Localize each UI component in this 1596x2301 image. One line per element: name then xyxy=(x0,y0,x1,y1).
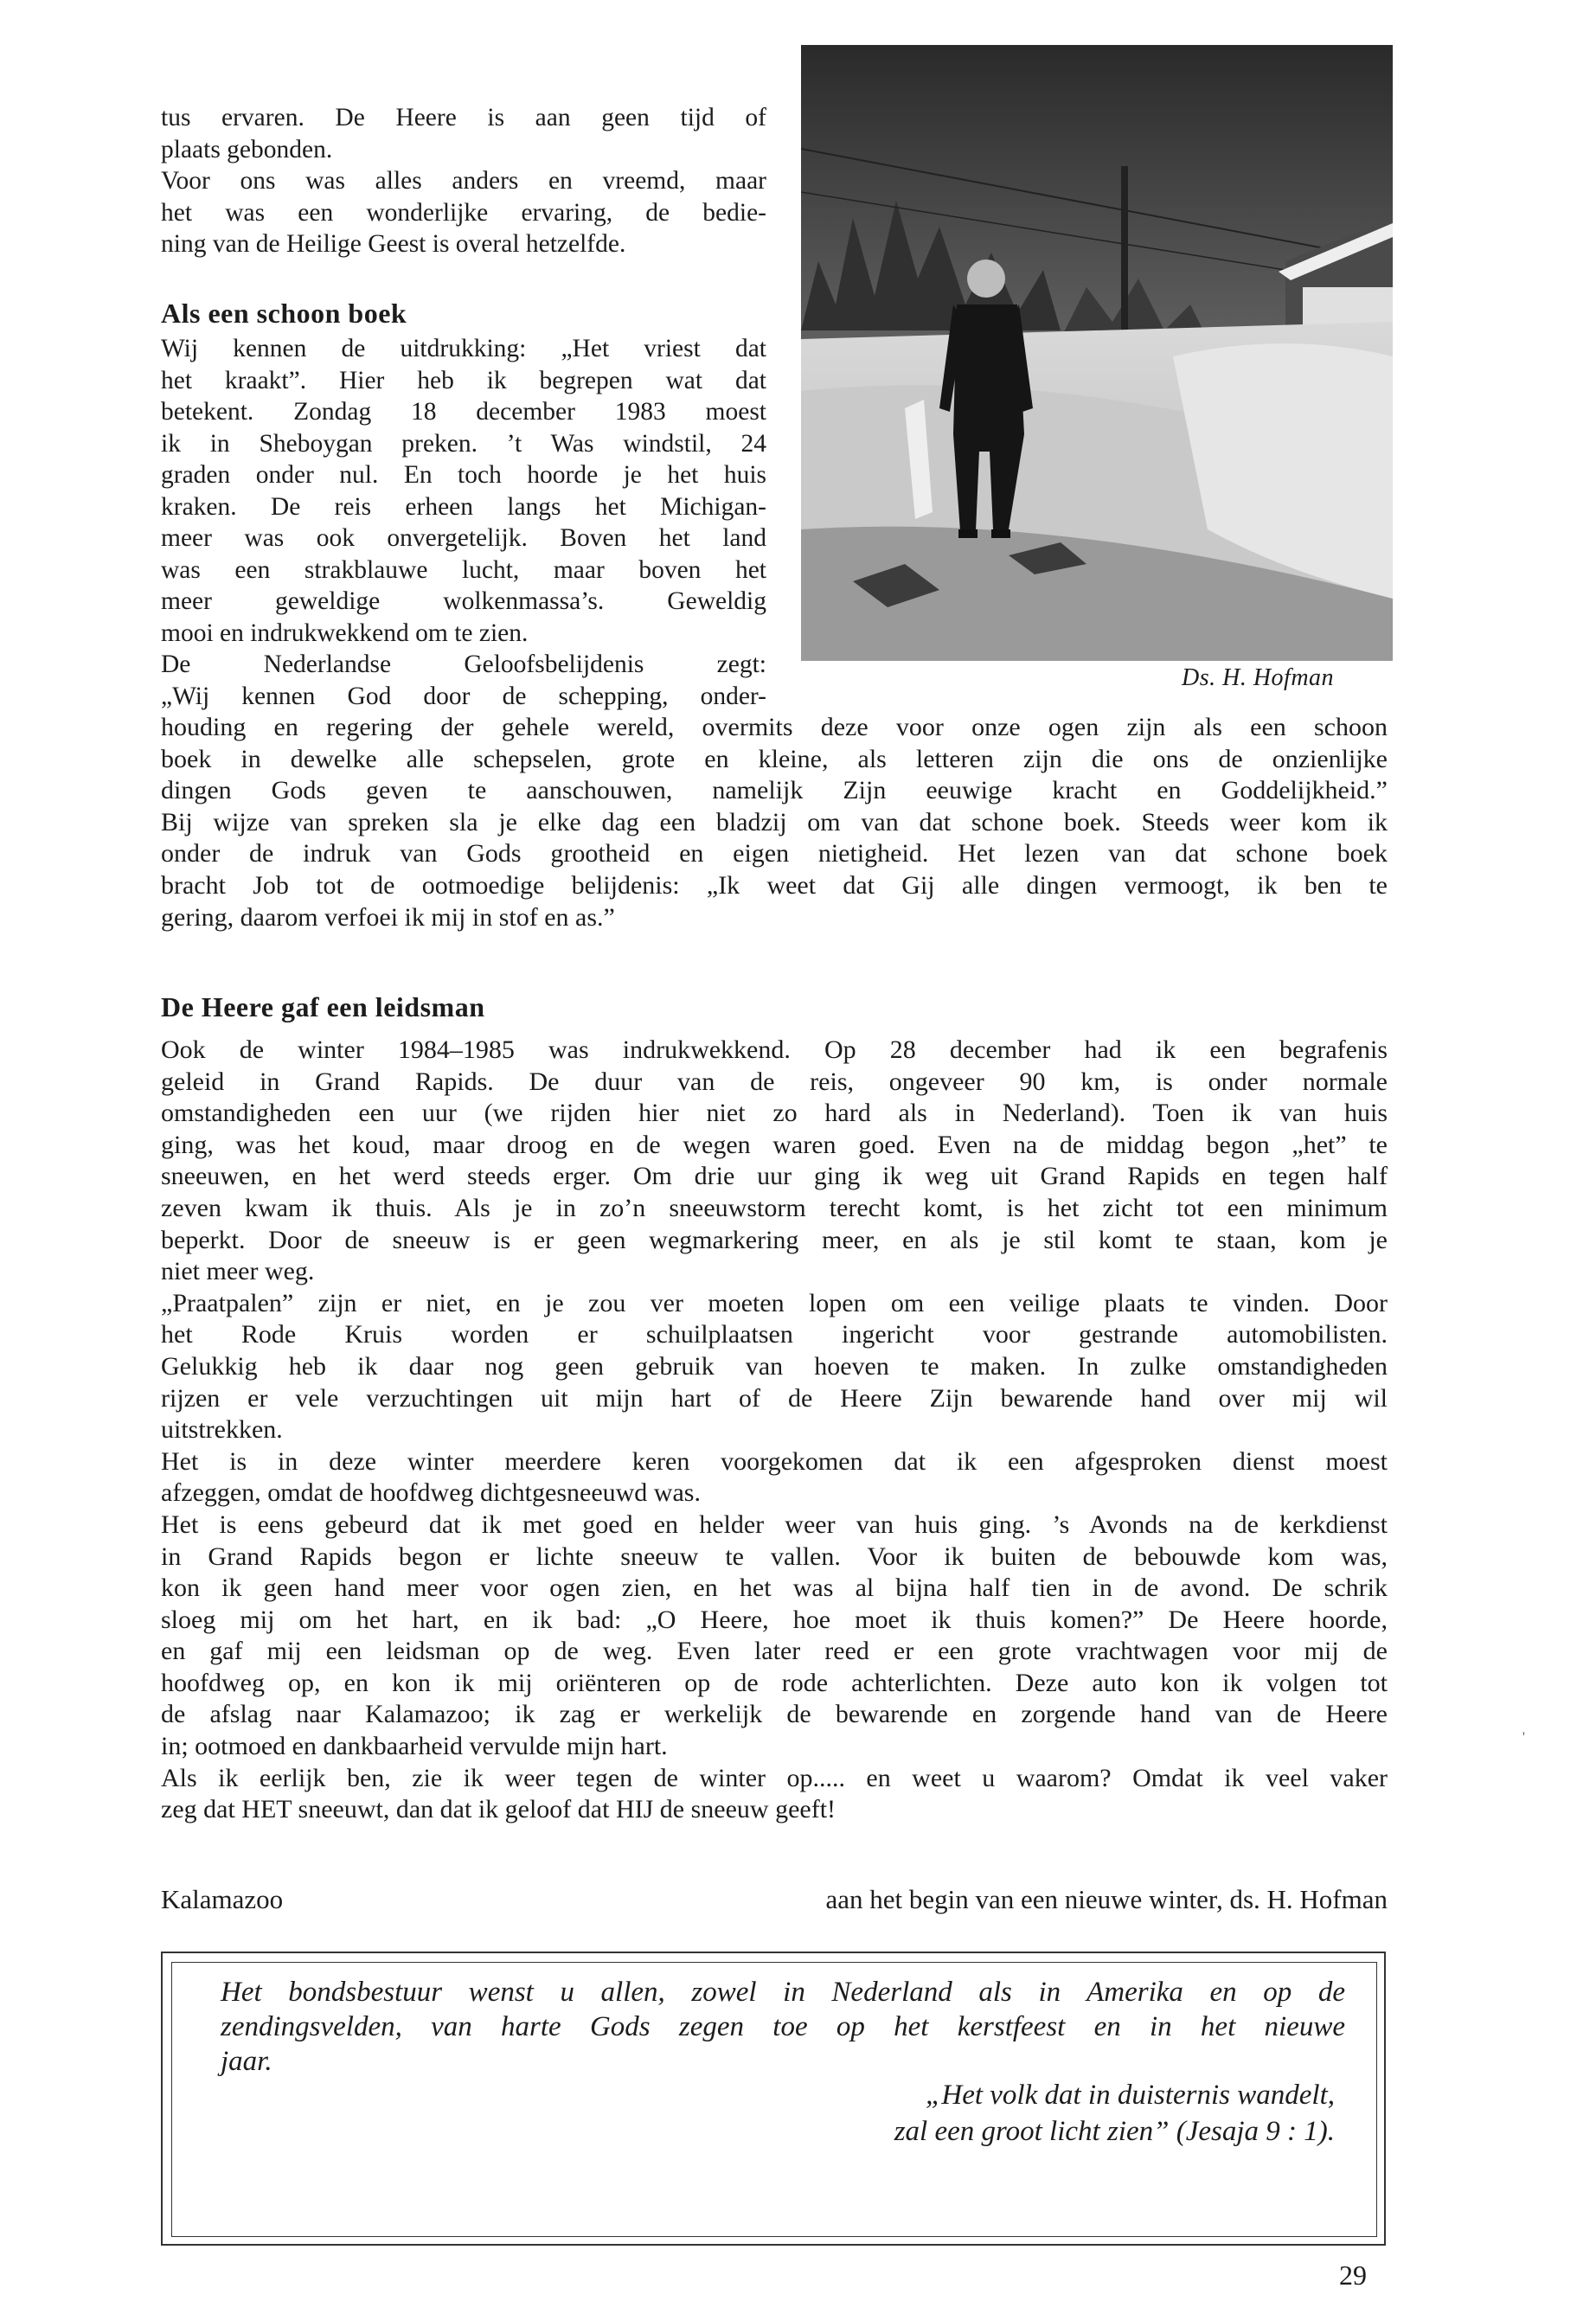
text-line: en gaf mij een leidsman op de weg. Even later reed er een grote vrachtwagen voor mij de xyxy=(161,1637,1388,1666)
text-line: zeven kwam ik thuis. Als je in zo’n sneeuwstorm terecht komt, is het zicht tot een minimum xyxy=(161,1193,1388,1222)
intro-paragraph xyxy=(161,102,766,260)
quote-line: „Het volk dat in duisternis wandelt, xyxy=(926,2080,1335,2111)
text-line: dingen Gods geven te aanschouwen, namelijk Zijn eeuwige kracht en Goddelijkheid.” xyxy=(161,776,1388,805)
text-line: Wij kennen de uitdrukking: „Het vriest dat xyxy=(161,335,766,362)
text-line: „Praatpalen” zijn er niet, en je zou ver moeten lopen om een veilige plaats te vinden. Door xyxy=(161,1288,1388,1317)
column-paragraph xyxy=(161,333,766,712)
text-line: sloeg mij om het hart, en ik bad: „O Heere, hoe moet ik thuis komen?” De Heere hoorde, xyxy=(161,1605,1388,1634)
section-heading-schoon-boek: Als een schoon boek xyxy=(161,298,407,329)
text-line: sneeuwen, en het werd steeds erger. Om drie uur ging ik weg uit Grand Rapids en tegen half xyxy=(161,1162,1388,1191)
snow-photo xyxy=(801,45,1393,661)
winter-story-paragraphs xyxy=(161,1035,1388,1826)
text-line: ik in Sheboygan preken. ’t Was windstil, 24 xyxy=(161,429,766,458)
text-line: ning van de Heilige Geest is overal hetzelfde. xyxy=(161,230,626,258)
text-line: geleid in Grand Rapids. De duur van de reis, ongeveer 90 km, is onder normale xyxy=(161,1067,1388,1096)
text-line: het was een wonderlijke ervaring, de bedie- xyxy=(161,198,766,227)
text-line: houding en regering der gehele wereld, overmits deze voor onze ogen zijn als een schoon xyxy=(161,713,1388,741)
section-heading-leidsman: De Heere gaf een leidsman xyxy=(161,991,485,1022)
text-line: het kraakt”. Hier heb ik begrepen wat dat xyxy=(161,366,766,394)
text-line: gering, daarom verfoei ik mij in stof en as.” xyxy=(161,902,615,932)
text-line: onder de indruk van Gods grootheid en eigen nietigheid. Het lezen van dat schone boek xyxy=(161,839,1388,868)
text-line: plaats gebonden. xyxy=(161,135,333,163)
greeting-line: Het bondsbestuur wenst u allen, zowel in Nederland als in Amerika en op de xyxy=(221,1977,1345,2008)
text-line: hoofdweg op, en kon ik mij oriënteren op de rode achterlichten. Deze auto kon ik volgen tot xyxy=(161,1668,1388,1697)
text-line: mooi en indrukwekkend om te zien. xyxy=(161,619,529,647)
text-line: de afslag naar Kalamazoo; ik zag er werkelijk de bewarende en zorgende hand van de Heere xyxy=(161,1700,1388,1729)
text-line: beperkt. Door de sneeuw is er geen wegmarkering meer, en als je stil komt te staan, kom je xyxy=(161,1225,1388,1254)
text-line: meer geweldige wolkenmassa’s. Geweldig xyxy=(161,587,766,615)
text-line: ging, was het koud, maar droog en de wegen waren goed. Even na de middag begon „het” te xyxy=(161,1130,1388,1159)
greeting-line: zendingsvelden, van harte Gods zegen toe op het kerstfeest en in het nieuwe xyxy=(221,2011,1345,2042)
text-line: „Wij kennen God door de schepping, onder- xyxy=(161,682,766,710)
text-line: Gelukkig heb ik daar nog geen gebruik van hoeven te maken. In zulke omstandigheden xyxy=(161,1351,1388,1381)
text-line: omstandigheden een uur (we rijden hier niet zo hard als in Nederland). Toen ik van huis xyxy=(161,1099,1388,1128)
quote-line: zal een groot licht zien” (Jesaja 9 : 1). xyxy=(894,2116,1335,2147)
page-number: 29 xyxy=(1339,2259,1367,2291)
christmas-greeting-box xyxy=(161,1952,1386,2246)
text-line: kraken. De reis erheen langs het Michigan- xyxy=(161,492,766,521)
signature-place: Kalamazoo xyxy=(161,1884,284,1914)
text-line: uitstrekken. xyxy=(161,1415,283,1445)
text-line: bracht Job tot de ootmoedige belijdenis: „Ik weet dat Gij alle dingen vermoogt, ik ben te xyxy=(161,870,1388,900)
text-line: Het is eens gebeurd dat ik met goed en helder weer van huis ging. ’s Avonds na de kerkdienst xyxy=(161,1509,1388,1539)
text-line: graden onder nul. En toch hoorde je het huis xyxy=(161,461,766,489)
text-line: Als ik eerlijk ben, zie ik weer tegen de winter op..... en weet u waarom? Omdat ik veel vaker xyxy=(161,1763,1388,1792)
text-line: rijzen er vele verzuchtingen uit mijn hart of de Heere Zijn bewarende hand over mij wil xyxy=(161,1383,1388,1413)
text-line: het Rode Kruis worden er schuilplaatsen ingericht voor gestrande automobilisten. xyxy=(161,1320,1388,1349)
text-line: niet meer weg. xyxy=(161,1257,315,1286)
greeting-line: jaar. xyxy=(221,2046,272,2077)
text-line: in; ootmoed en dankbaarheid vervulde mijn hart. xyxy=(161,1732,668,1761)
heading-wrap xyxy=(161,296,766,331)
text-line: De Nederlandse Geloofsbelijdenis zegt: xyxy=(161,651,766,678)
text-line: zeg dat HET sneeuwt, dan dat ik geloof dat HIJ de sneeuw geeft! xyxy=(161,1795,836,1824)
confession-paragraph xyxy=(161,712,1388,933)
text-line: afzeggen, omdat de hoofdweg dichtgesneeuwd was. xyxy=(161,1478,701,1508)
snow-scene-image xyxy=(801,45,1393,661)
text-line: boek in dewelke alle schepselen, grote en kleine, als letteren zijn die ons de onzienlijke xyxy=(161,744,1388,773)
text-line: Bij wijze van spreken sla je elke dag een bladzij om van dat schone boek. Steeds weer kom ik xyxy=(161,807,1388,836)
text-line: in Grand Rapids begon er lichte sneeuw te vallen. Voor ik buiten de bebouwde kom was, xyxy=(161,1541,1388,1571)
signature-date-author: aan het begin van een nieuwe winter, ds. H. Hofman xyxy=(825,1884,1388,1914)
text-line: Ook de winter 1984–1985 was indrukwekkend. Op 28 december had ik een begrafenis xyxy=(161,1035,1388,1064)
greeting-text xyxy=(221,1975,1345,2079)
text-line: kon ik geen hand meer voor ogen zien, en het was al bijna half tien in de avond. De schrik xyxy=(161,1574,1388,1603)
bible-quote xyxy=(894,2077,1335,2150)
greeting-inner-frame xyxy=(171,1962,1377,2237)
photo-caption: Ds. H. Hofman xyxy=(1182,664,1335,691)
text-line: betekent. Zondag 18 december 1983 moest xyxy=(161,398,766,426)
text-line: was een strakblauwe lucht, maar boven het xyxy=(161,555,766,584)
text-line: Het is in deze winter meerdere keren voorgekomen dat ik een afgesproken dienst moest xyxy=(161,1446,1388,1476)
stray-mark: ' xyxy=(1522,1730,1525,1745)
text-line: meer was ook onvergetelijk. Boven het land xyxy=(161,524,766,552)
text-line: Voor ons was alles anders en vreemd, maar xyxy=(161,167,766,195)
text-line: tus ervaren. De Heere is aan geen tijd of xyxy=(161,104,766,131)
